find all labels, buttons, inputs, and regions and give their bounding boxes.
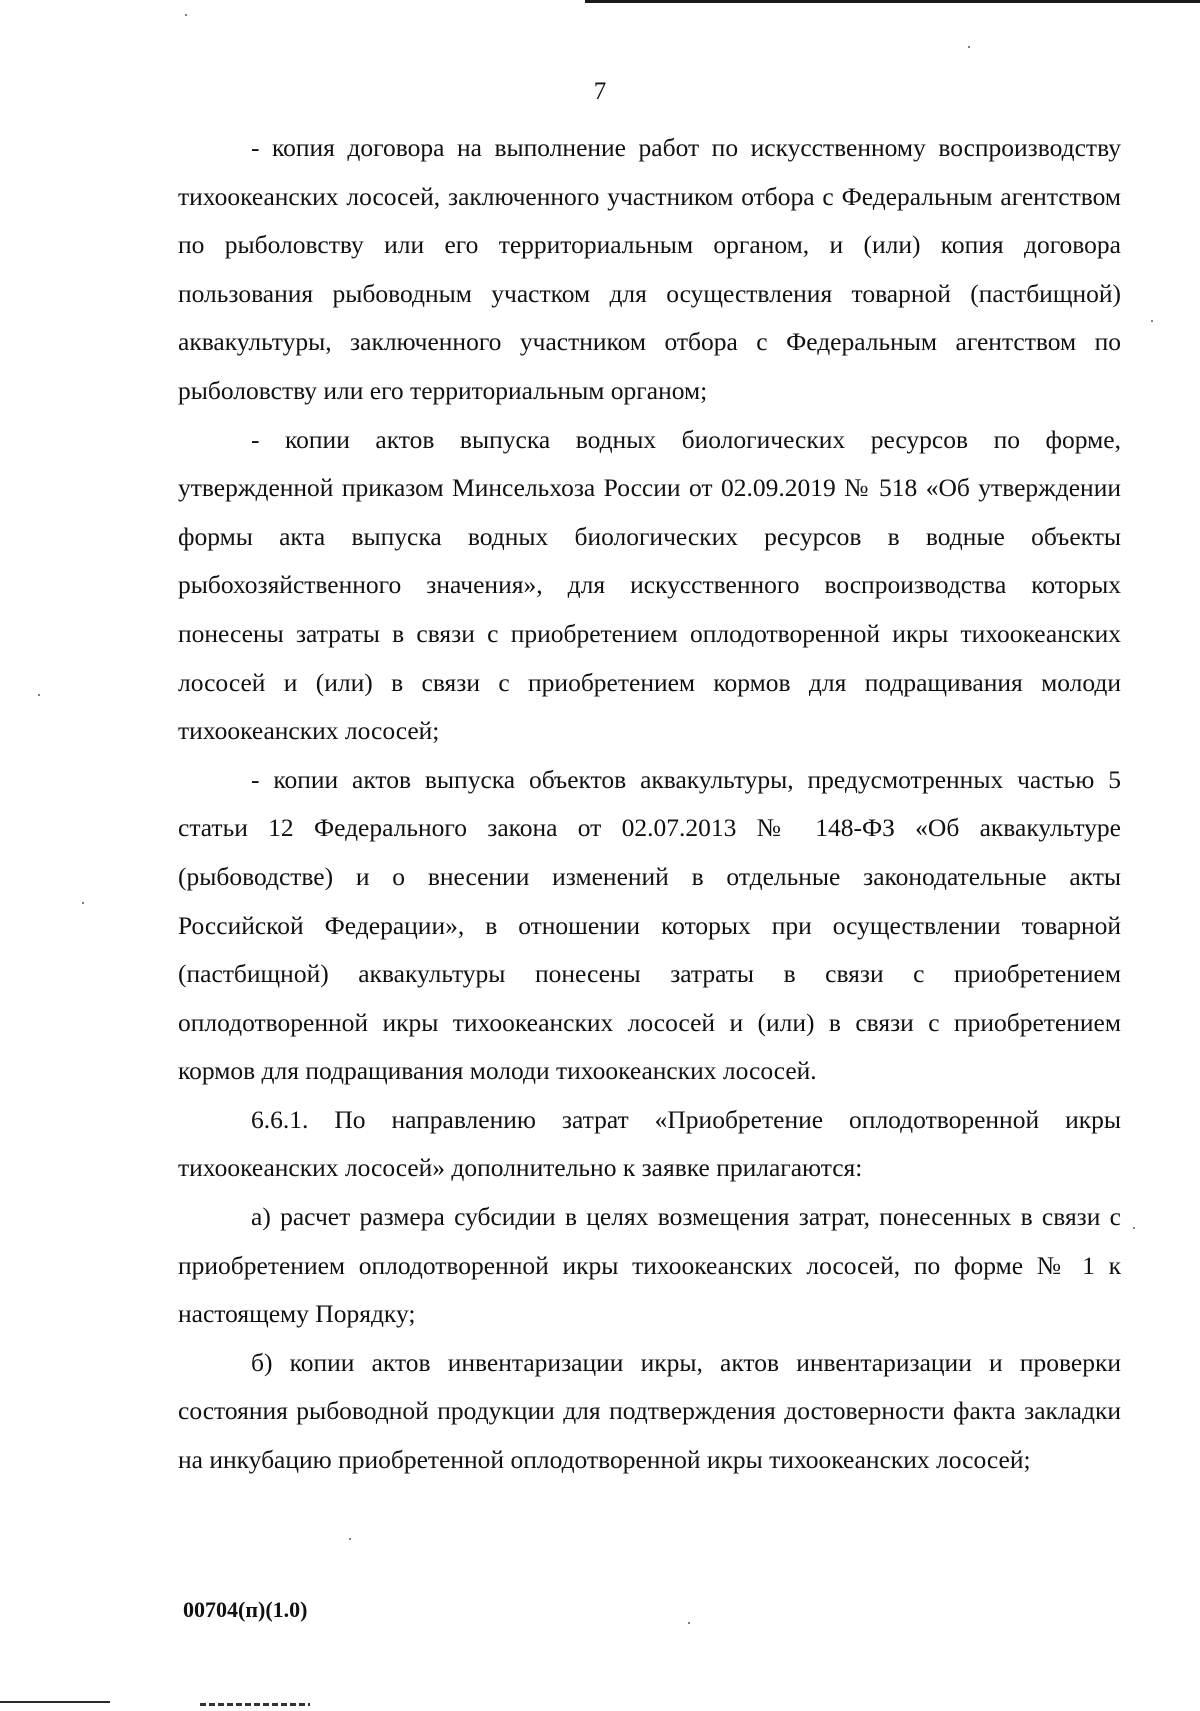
scan-speck: [349, 1538, 351, 1540]
scan-speck: [1133, 1227, 1135, 1229]
scan-speck: [688, 1622, 690, 1624]
scan-speck: [185, 14, 187, 16]
scan-speck: [968, 46, 970, 48]
paragraph-release-acts-aquaculture: - копии актов выпуска объектов аквакультуры, предусмотренных частью 5 статьи 12 Федерального закона от 02.07.2013 № 148-ФЗ «Об аквакультуре (рыбоводстве) и о внесении изменений в отдельные законодательные акты Российской Федерации», в отношении которых при осуществлении товарной (пастбищной) аквакультуры понесены затраты в связи с приобретением оплодотворенной икры тихоокеанских лососей и (или) в связи с приобретением кормов для подращивания молоди тихоокеанских лососей.: [178, 764, 1121, 1086]
scan-edge-bottom-mid: [200, 1703, 310, 1706]
document-body: [178, 124, 1121, 1485]
paragraph-release-acts-bio: - копии актов выпуска водных биологических ресурсов по форме, утвержденной приказом Минсельхоза России от 02.09.2019 № 518 «Об утверждении формы акта выпуска водных биологических ресурсов в водные объекты рыбохозяйственного значения», для искусственного воспроизводства которых понесены затраты в связи с приобретением оплодотворенной икры тихоокеанских лососей и (или) в связи с приобретением кормов для подращивания молоди тихоокеанских лососей;: [178, 424, 1121, 746]
paragraph-contract-copy: - копия договора на выполнение работ по искусственному воспроизводству тихоокеанских лососей, заключенного участником отбора с Федеральным агентством по рыболовству или его территориальным органом, и (или) копия договора пользования рыбоводным участком для осуществления товарной (пастбищной) аквакультуры, заключенного участником отбора с Федеральным агентством по рыболовству или его территориальным органом;: [178, 133, 1121, 405]
scan-speck: [38, 694, 40, 696]
scan-edge-top: [585, 0, 1200, 3]
paragraph-section-6-6-1: 6.6.1. По направлению затрат «Приобретение оплодотворенной икры тихоокеанских лососей» дополнительно к заявке прилагаются:: [178, 1104, 1121, 1183]
paragraph-item-a: а) расчет размера субсидии в целях возмещения затрат, понесенных в связи с приобретением оплодотворенной икры тихоокеанских лососей, по форме № 1 к настоящему Порядку;: [178, 1202, 1121, 1329]
document-code: 00704(п)(1.0): [183, 1597, 308, 1622]
scan-speck: [82, 902, 84, 904]
scan-edge-bottom-left: [0, 1701, 110, 1703]
scan-speck: [1151, 320, 1153, 322]
page-number: 7: [593, 78, 607, 105]
paragraph-item-b: б) копии актов инвентаризации икры, актов инвентаризации и проверки состояния рыбоводной продукции для подтверждения достоверности факта закладки на инкубацию приобретенной оплодотворенной икры тихоокеанских лососей;: [178, 1347, 1121, 1475]
